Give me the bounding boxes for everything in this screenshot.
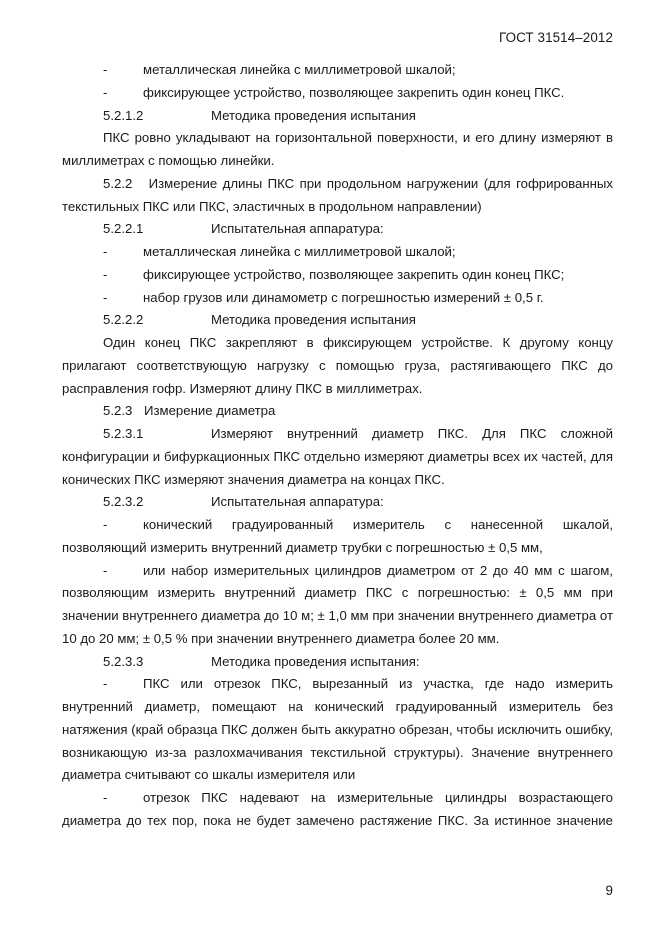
list-item: - металлическая линейка с миллиметровой шкалой; [62,59,613,82]
section-heading: 5.2.3.3 Методика проведения испытания: [103,653,420,669]
list-item: - фиксирующее устройство, позволяющее закрепить один конец ПКС. [62,82,613,105]
list-dash: - [103,266,108,282]
list-item: - металлическая линейка с миллиметровой шкалой; [62,241,613,264]
section-heading: 5.2.3 Измерение диаметра [103,403,276,419]
list-dash: - [103,244,108,259]
paragraph: Один конец ПКС закрепляют в фиксирующем устройстве. К другому концу прилагают соответствующую нагрузку с помощью груза, растягивающего ПКС до расправления гофр. Измеряют длину ПКС в миллиметрах. [62,335,613,396]
list-item: - фиксирующее устройство, позволяющее закрепить один конец ПКС; [62,264,613,287]
section-heading: 5.2.2.2 Методика проведения испытания [103,312,416,328]
document-body [62,59,613,833]
section-heading: 5.2.1.2 Методика проведения испытания [103,107,416,123]
section-heading: 5.2.2 Измерение длины ПКС при продольном нагружении (для гофрированных текстильных ПКС или ПКС, эластичных в продольном направлении) [62,175,613,214]
list-item: - или набор измерительных цилиндров диаметром от 2 до 40 мм с шагом, позволяющим измерить внутренний диаметр ПКС с погрешностью: ± 0,5 мм при значении внутреннего диаметра до 10 м; ± 1,0 мм при значении внутреннего диаметра от 10 до 20 мм; ± 0,5 % при значении внутреннего диаметра более 20 мм. [62,560,613,651]
document-header: ГОСТ 31514–2012 [498,30,613,45]
page-number: 9 [605,883,613,898]
list-dash: - [103,62,108,77]
list-item: - отрезок ПКС надевают на измерительные цилиндры возрастающего диаметра до тех пор, пока не будет замечено растяжение ПКС. За истинное значение [62,787,613,833]
list-item: - ПКС или отрезок ПКС, вырезанный из участка, где надо измерить внутренний диаметр, помещают на конический градуированный измеритель без натяжения (край образца ПКС должен быть аккуратно обрезан, чтобы исключить ошибку, возникающую из-за разлохмачивания текстильной структуры). Значение внутреннего диаметра считывают со шкалы измерителя или [62,673,613,787]
section-heading: 5.2.3.2 Испытательная аппаратура: [103,494,384,510]
list-dash: - [103,790,108,805]
section-heading: 5.2.2.1 Испытательная аппаратура: [103,221,384,237]
list-dash: - [103,562,108,578]
list-dash: - [103,84,108,100]
list-dash: - [103,676,108,692]
paragraph: ПКС ровно укладывают на горизонтальной поверхности, и его длину измеряют в миллиметрах с помощью линейки. [62,130,613,168]
list-item: - конический градуированный измеритель с нанесенной шкалой, позволяющий измерить внутренний диаметр трубки с погрешностью ± 0,5 мм, [62,514,613,560]
section-heading: 5.2.3.1 Измеряют внутренний диаметр ПКС. Для ПКС сложной конфигурации и бифуркационных ПКС отдельно измеряют диаметры всех их частей, для конических ПКС измеряют значения диаметра на концах ПКС. [62,426,613,487]
list-item: - набор грузов или динамометр с погрешностью измерений ± 0,5 г. [62,287,613,310]
list-dash: - [103,289,108,305]
list-dash: - [103,517,108,532]
